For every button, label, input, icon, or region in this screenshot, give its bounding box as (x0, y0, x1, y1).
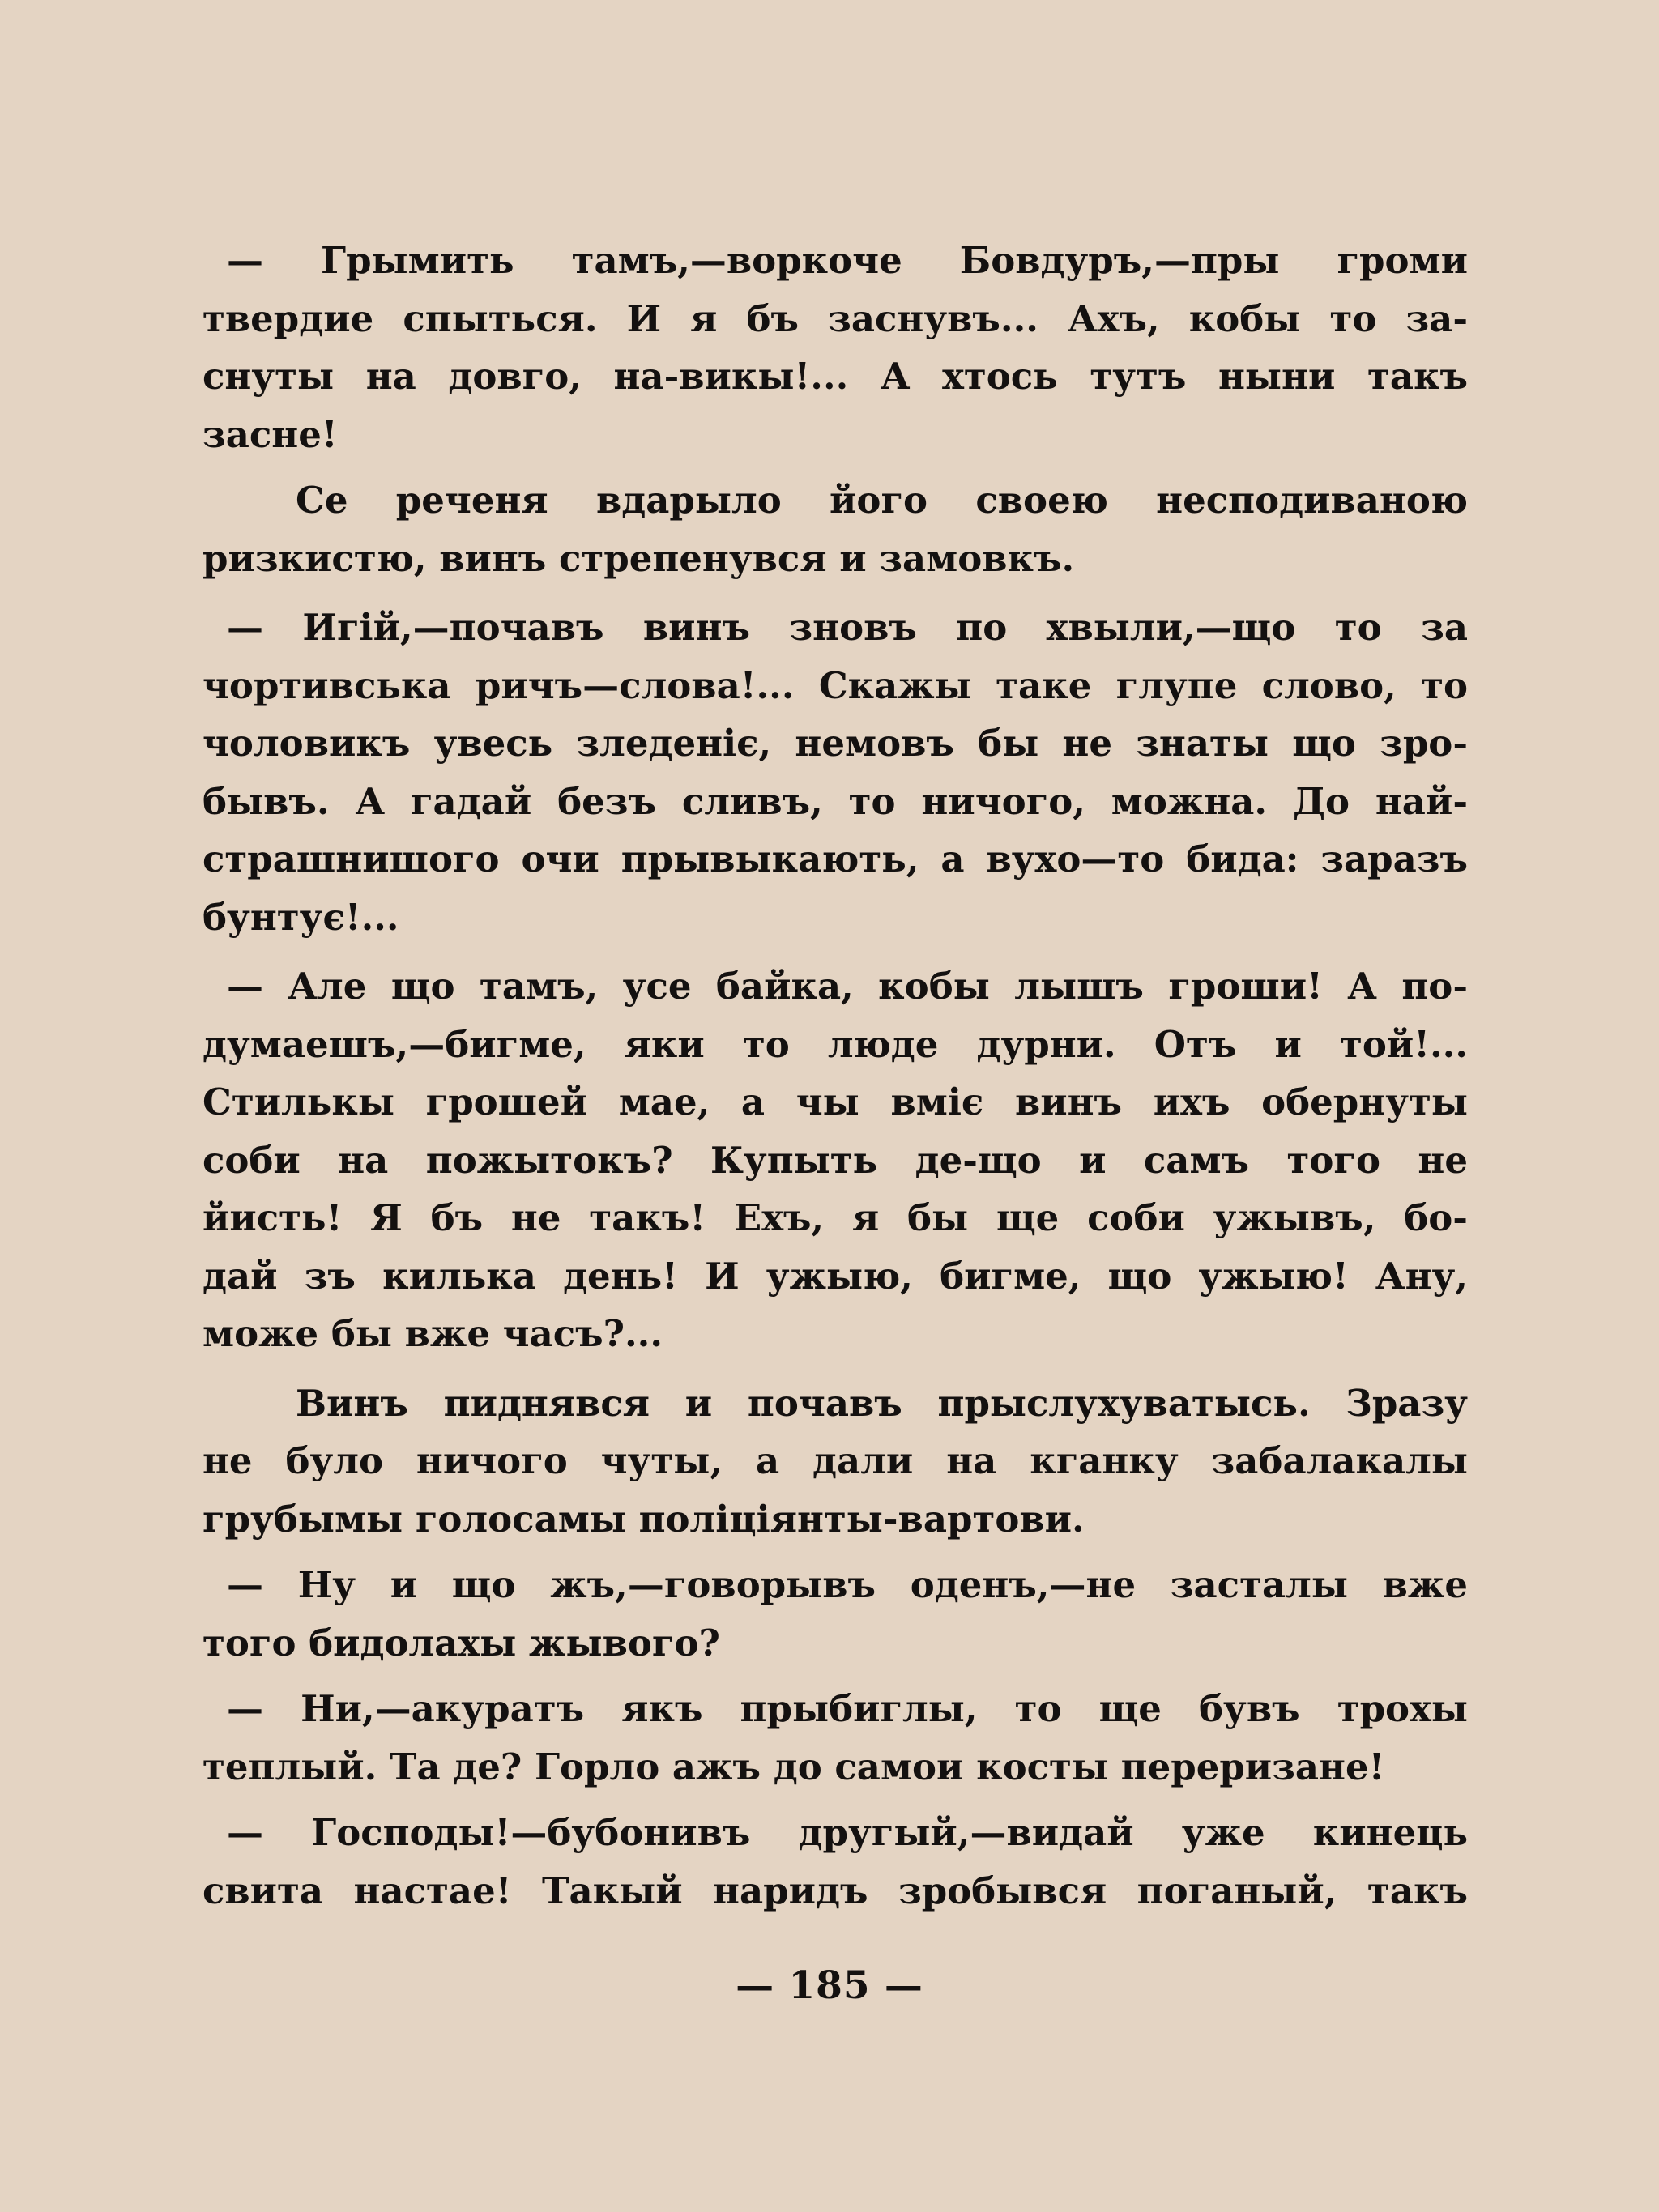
text-line: засне! (203, 412, 338, 456)
text-line: думаешъ,—бигме, яки то люде дурни. Отъ и той!... (203, 1022, 1468, 1066)
text-line: твердие спыться. И я бъ заснувъ... Ахъ, кобы то за- (203, 296, 1468, 340)
text-line: чоловикъ увесь зледеніє, немовъ бы не знаты що зро- (203, 722, 1468, 765)
text-line: дай зъ килька день! И ужыю, бигме, що ужыю! Ану, (203, 1254, 1468, 1298)
text-line: може бы вже часъ?... (203, 1312, 663, 1355)
paragraph-3 (203, 599, 1468, 946)
paragraph-8 (203, 1804, 1468, 1920)
text-line: Стилькы грошей мае, а чы вміє винъ ихъ обернуты (203, 1080, 1468, 1123)
text-line: снуты на довго, на-викы!... А хтось тутъ ныни такъ (203, 355, 1468, 398)
text-line: бунтує!... (203, 895, 399, 939)
text-line: — Игій,—почавъ винъ зновъ по хвыли,—що то за (227, 606, 1468, 649)
text-line: йисть! Я бъ не такъ! Ехъ, я бы ще соби ужывъ, бо- (203, 1196, 1468, 1239)
paragraph-4 (203, 957, 1468, 1363)
text-line: грубымы голосамы поліціянты-вартови. (203, 1497, 1085, 1541)
paragraph-5 (203, 1375, 1468, 1549)
text-line: чортивська ричъ—слова!... Скажы таке глупе слово, то (203, 663, 1468, 707)
text-line: страшнишого очи прывыкають, а вухо—то бида: заразъ (203, 837, 1468, 880)
text-line: того бидолахы жывого? (203, 1621, 720, 1664)
text-line: ризкистю, винъ стрепенувся и замовкъ. (203, 536, 1075, 580)
body-text (203, 232, 1468, 1920)
text-line: — Грымить тамъ,—воркоче Бовдуръ,—пры громи (227, 239, 1468, 282)
text-line: теплый. Та де? Горло ажъ до самои косты переризане! (203, 1745, 1385, 1788)
page-number: — 185 — (736, 1963, 923, 2008)
text-line: — Ну и що жъ,—говорывъ оденъ,—не засталы вже (227, 1563, 1468, 1606)
text-line: соби на пожытокъ? Купыть де-що и самъ того не (203, 1138, 1468, 1182)
text-line: Се реченя вдарыло його своею несподиваною (296, 479, 1468, 522)
paragraph-1 (203, 232, 1468, 463)
text-line: — Але що тамъ, усе байка, кобы лышъ гроши! А по- (227, 965, 1468, 1008)
paragraph-7 (203, 1680, 1468, 1796)
text-line: Винъ пиднявся и почавъ прыслухуватысь. Зразу (296, 1381, 1468, 1425)
text-line: свита настае! Такый наридъ зробывся поганый, такъ (203, 1869, 1468, 1912)
text-line: — Ни,—акуратъ якъ прыбиглы, то ще бувъ трохы (227, 1687, 1468, 1730)
text-line: бывъ. А гадай безъ сливъ, то ничого, можна. До най- (203, 779, 1468, 823)
paragraph-2 (203, 471, 1468, 587)
paragraph-6 (203, 1556, 1468, 1672)
text-line: — Господы!—бубонивъ другый,—видай уже кинець (227, 1811, 1468, 1854)
text-line: не було ничого чуты, а дали на кганку забалакалы (203, 1439, 1468, 1482)
